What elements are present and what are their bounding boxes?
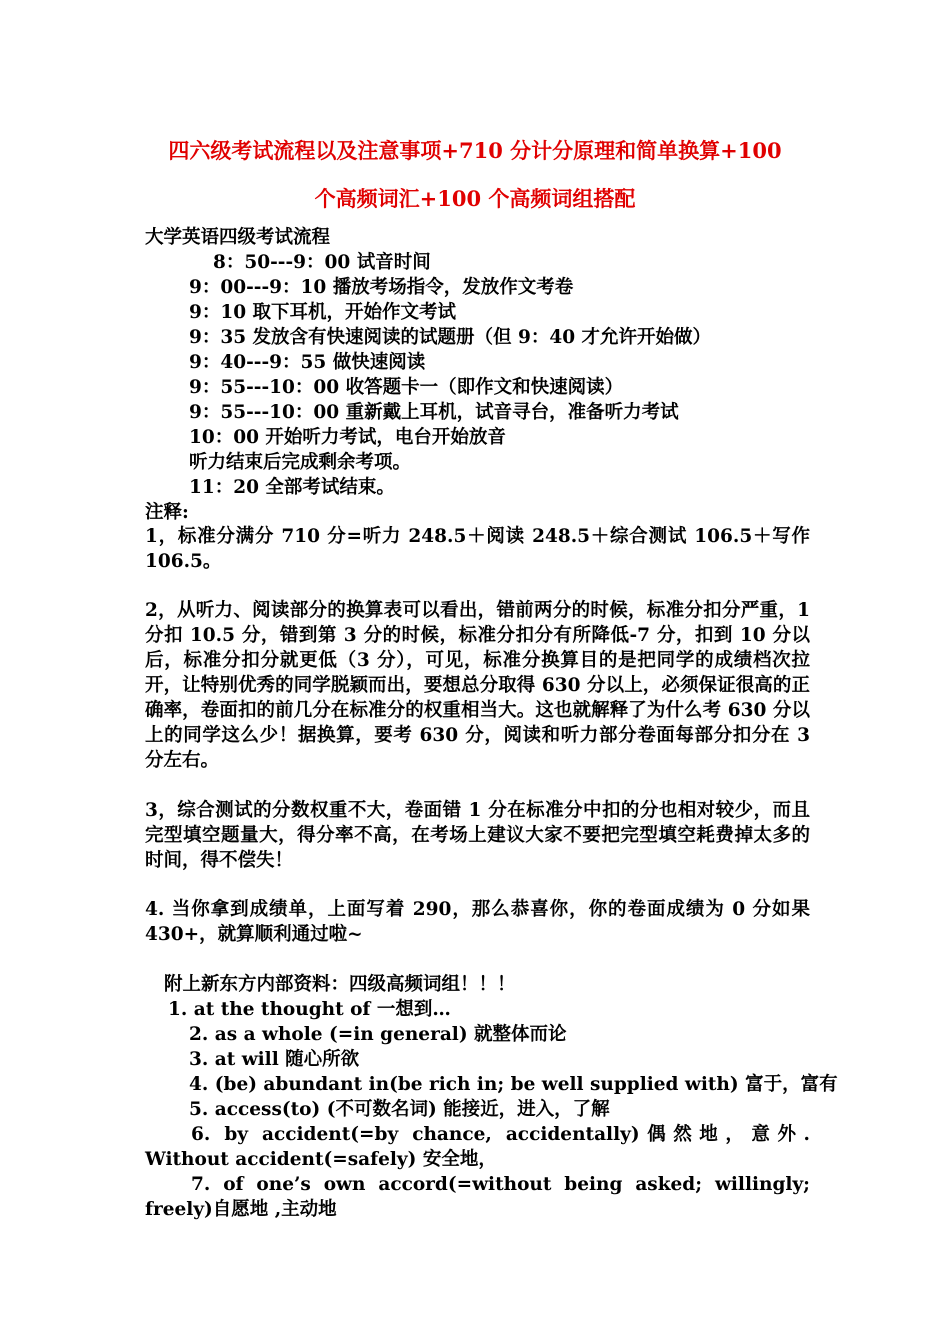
phrase-item: 7. of one’s own accord(=without being asked; willingly; freely)自愿地 ,主动地 xyxy=(145,1174,810,1220)
exam-flow-step: 10：00 开始听力考试，电台开始放音 xyxy=(189,427,506,448)
exam-flow-step: 8：50---9：00 试音时间 xyxy=(213,252,431,273)
exam-flow-step: 9：55---10：00 重新戴上耳机，试音寻台，准备听力考试 xyxy=(189,402,679,423)
exam-flow-heading: 大学英语四级考试流程 xyxy=(145,227,331,248)
exam-flow-step: 9：55---10：00 收答题卡一（即作文和快速阅读） xyxy=(189,377,624,398)
notes-heading: 注释: xyxy=(145,502,189,523)
phrase-item: 3. at will 随心所欲 xyxy=(189,1049,360,1070)
exam-flow-step: 11：20 全部考试结束。 xyxy=(189,477,395,498)
note-paragraph-4: 4. 当你拿到成绩单，上面写着 290，那么恭喜你，你的卷面成绩为 0 分如果 430+，就算顺利通过啦~ xyxy=(145,899,810,945)
exam-flow-step: 9：40---9：55 做快速阅读 xyxy=(189,352,426,373)
phrase-item: 1. at the thought of 一想到… xyxy=(168,999,451,1020)
note-paragraph-2: 2，从听力、阅读部分的换算表可以看出，错前两分的时候，标准分扣分严重，1 分扣 10.5 分，错到第 3 分的时候，标准分扣分有所降低-7 分，扣到 10 分以后，标准分扣分就更低（3 分），可见，标准分换算目的是把同学的成绩档次拉开，让特别优秀的同学脱颖而出，要想总分取得 630 分以上，必须保证很高的正确率，卷面扣的前几分在标准分的权重相当大。这也就解释了为什么考 630 分以上的同学这么少！据换算，要考 630 分，阅读和听力部分卷面每部分扣分在 3 分左右。 xyxy=(145,600,810,771)
note-paragraph-3: 3，综合测试的分数权重不大，卷面错 1 分在标准分中扣的分也相对较少，而且完型填空题量大，得分率不高，在考场上建议大家不要把完型填空耗费掉太多的时间，得不偿失！ xyxy=(145,800,810,871)
phrase-item: 6. by accident(=by chance, accidentally)偶然地，意外. Without accident(=safely) 安全地， xyxy=(145,1124,810,1170)
exam-flow-step: 听力结束后完成剩余考项。 xyxy=(189,452,412,473)
note-paragraph-1: 1，标准分满分 710 分=听力 248.5＋阅读 248.5＋综合测试 106.5＋写作 106.5。 xyxy=(145,526,810,572)
document-title-line-2: 个高频词汇+100 个高频词组搭配 xyxy=(314,186,636,211)
exam-flow-step: 9：10 取下耳机，开始作文考试 xyxy=(189,302,457,323)
exam-flow-step: 9：35 发放含有快速阅读的试题册（但 9：40 才允许开始做） xyxy=(189,327,712,348)
document-title-line-1: 四六级考试流程以及注意事项+710 分计分原理和简单换算+100 xyxy=(168,138,782,163)
exam-flow-step: 9：00---9：10 播放考场指令，发放作文考卷 xyxy=(189,277,574,298)
phrase-item: 4. (be) abundant in(be rich in; be well supplied with) 富于，富有 xyxy=(189,1074,838,1095)
phrase-item: 2. as a whole (=in general) 就整体而论 xyxy=(189,1024,567,1045)
phrases-heading: 附上新东方内部资料：四级高频词组！！！ xyxy=(164,974,516,995)
phrase-item: 5. access(to) (不可数名词) 能接近，进入，了解 xyxy=(189,1099,610,1120)
